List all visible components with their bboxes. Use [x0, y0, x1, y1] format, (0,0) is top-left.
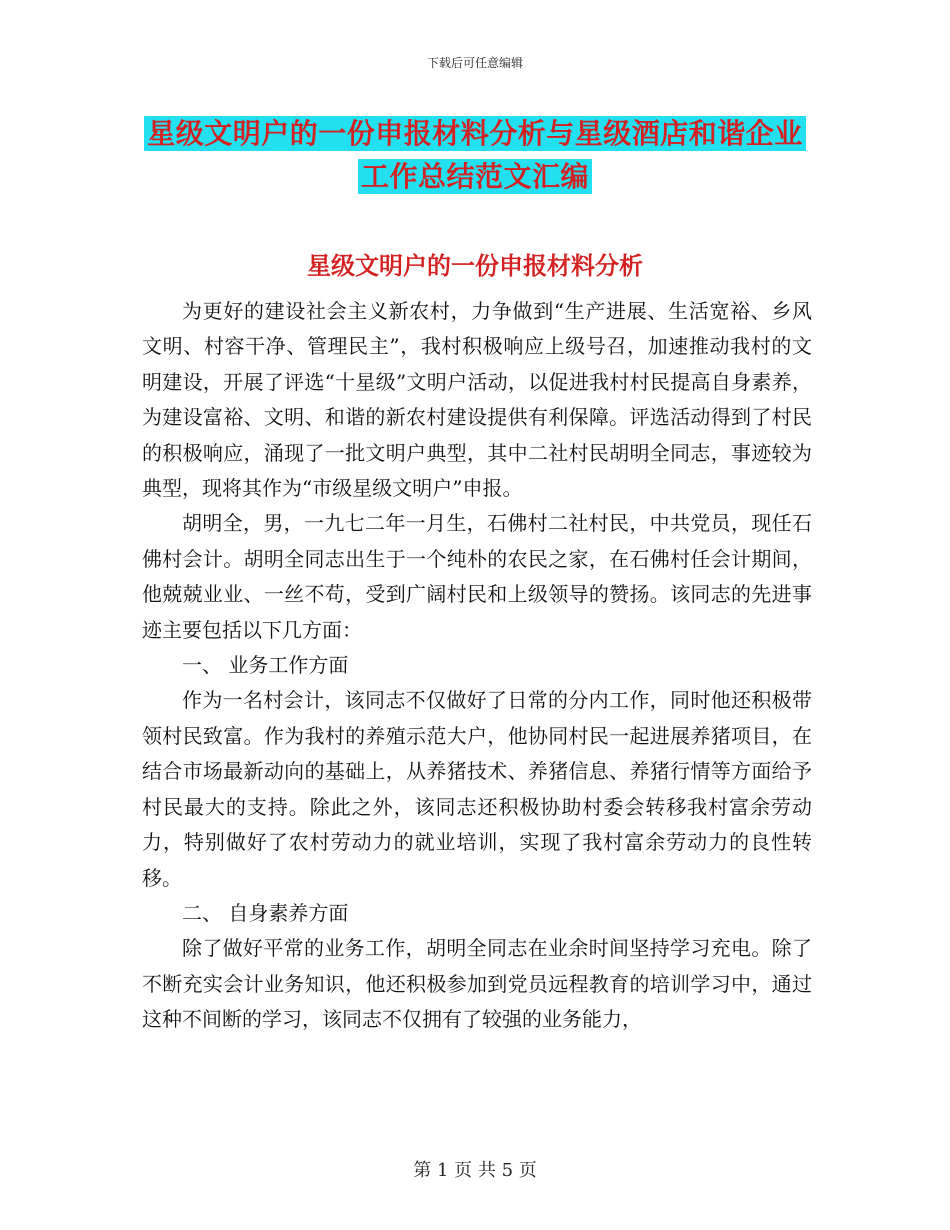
paragraph-business-work: 作为一名村会计，该同志不仅做好了日常的分内工作，同时他还积极带领村民致富。作为我村的养殖示范大户，他协同村民一起进展养猪项目，在结合市场最新动向的基础上，从养猪技术、养猪信息、养猪行情等方面给予村民最大的支持。除此之外，该同志还积极协助村委会转移我村富余劳动力，特别做好了农村劳动力的就业培训，实现了我村富余劳动力的良性转移。	[142, 688, 812, 890]
main-title-line-1-text: 星级文明户的一份申报材料分析与星级酒店和谐企业	[144, 116, 806, 151]
main-title-line-1	[0, 112, 950, 152]
header-note: 下载后可任意编辑	[426, 56, 523, 70]
main-title-line-2-text: 工作总结范文汇编	[358, 159, 592, 194]
paragraph-intro: 为更好的建设社会主义新农村，力争做到“生产进展、生活宽裕、乡风文明、村容干净、管理民主”，我村积极响应上级号召，加速推动我村的文明建设，开展了评选“十星级”文明户活动，以促进我村村民提高自身素养，为建设富裕、文明、和谐的新农村建设提供有利保障。评选活动得到了村民的积极响应，涌现了一批文明户典型，其中二社村民胡明全同志，事迹较为典型，现将其作为“市级星级文明户”申报。	[142, 299, 812, 501]
subheading-business-work: 一、 业务工作方面	[182, 653, 349, 678]
paragraph-profile: 胡明全，男，一九七二年一月生，石佛村二社村民，中共党员，现任石佛村会计。胡明全同志出生于一个纯朴的农民之家，在石佛村任会计期间，他兢兢业业、一丝不苟，受到广阔村民和上级领导的赞扬。该同志的先进事迹主要包括以下几方面：	[142, 511, 812, 642]
subheading-self-cultivation: 二、 自身素养方面	[182, 900, 349, 925]
document-body	[142, 294, 812, 1038]
section-title: 星级文明户的一份申报材料分析	[307, 251, 643, 280]
page-number-footer: 第 1 页 共 5 页	[413, 1160, 537, 1181]
main-title-line-2	[0, 155, 950, 195]
paragraph-self-cultivation: 除了做好平常的业务工作，胡明全同志在业余时间坚持学习充电。除了不断充实会计业务知识，他还积极参加到党员远程教育的培训学习中，通过这种不间断的学习，该同志不仅拥有了较强的业务能力，	[142, 936, 812, 1032]
